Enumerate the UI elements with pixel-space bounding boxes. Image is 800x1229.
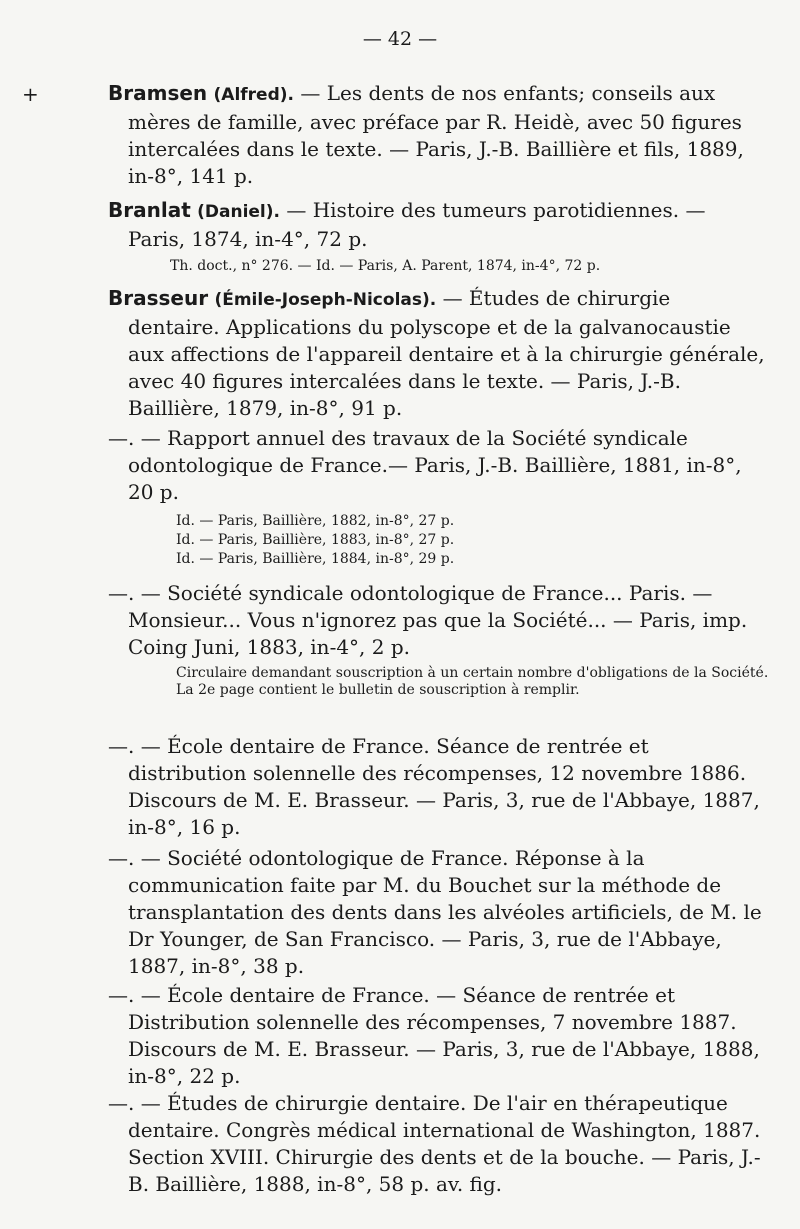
entry-ecole-1886 xyxy=(108,733,768,841)
entry-body: — Histoire des tumeurs parotidiennes. — Paris, 1874, in-4°, 72 p. xyxy=(128,198,706,251)
author-given-name: (Alfred). xyxy=(213,85,294,105)
page-number: — 42 — xyxy=(362,28,438,50)
entry-body: —. — École dentaire de France. Séance de rentrée et distribution solennelle des récompenses, 12 novembre 1886. Discours de M. E. Brasseur. — Paris, 3, rue de l'Abbaye, 1887, in-8°, 16 p. xyxy=(108,734,760,839)
author-given-name: (Daniel). xyxy=(197,202,280,222)
entry-text xyxy=(108,285,768,422)
author-name: Branlat xyxy=(108,198,191,222)
entry-ecole-1887 xyxy=(108,982,768,1090)
margin-mark: + xyxy=(22,82,39,106)
entry-note: Circulaire demandant souscription à un certain nombre d'obligations de la Société. La 2e page contient le bulletin de souscription à remplir. xyxy=(176,665,769,698)
entry-text xyxy=(108,80,768,190)
author-name: Bramsen xyxy=(108,81,208,105)
sub-entry: Id. — Paris, Baillière, 1883, in-8°, 27 p. xyxy=(176,532,455,548)
entry-body: —. — Société syndicale odontologique de France... Paris. — Monsieur... Vous n'ignorez pas que la Société... — Paris, imp. Coing Juni, 1883, in-4°, 2 p. xyxy=(108,581,748,659)
entry-note: Th. doct., n° 276. — Id. — Paris, A. Parent, 1874, in-4°, 72 p. xyxy=(170,258,601,274)
sub-entry: Id. — Paris, Baillière, 1884, in-8°, 29 p. xyxy=(176,551,455,567)
entry-societe-syndicale xyxy=(108,580,768,661)
entry-societe-odontologique xyxy=(108,845,768,980)
entry-body: — Les dents de nos enfants; conseils aux mères de famille, avec préface par R. Heidè, avec 50 figures intercalées dans le texte. — Paris, J.-B. Baillière et fils, 1889, in-8°, 141 p. xyxy=(128,81,744,188)
sub-entry: Id. — Paris, Baillière, 1882, in-8°, 27 p. xyxy=(176,513,455,529)
entry-brasseur xyxy=(108,285,768,422)
entry-body: —. — École dentaire de France. — Séance de rentrée et Distribution solennelle des récompenses, 7 novembre 1887. Discours de M. E. Brasseur. — Paris, 3, rue de l'Abbaye, 1888, in-8°, 22 p. xyxy=(108,983,760,1088)
entry-rapport-annuel xyxy=(108,425,768,506)
entry-etudes-1888 xyxy=(108,1090,768,1198)
entry-body: —. — Études de chirurgie dentaire. De l'air en thérapeutique dentaire. Congrès médical international de Washington, 1887. Section XVIII. Chirurgie des dents et de la bouche. — Paris, J.-B. Baillière, 1888, in-8°, 58 p. av. fig. xyxy=(108,1091,761,1196)
entry-body: — Études de chirurgie dentaire. Applications du polyscope et de la galvanocaustie aux affections de l'appareil dentaire et à la chirurgie générale, avec 40 figures intercalées dans le texte. — Paris, J.-B. Baillière, 1879, in-8°, 91 p. xyxy=(128,286,765,420)
entry-branlat xyxy=(108,197,768,253)
entry-text xyxy=(108,197,768,253)
author-given-name: (Émile-Joseph-Nicolas). xyxy=(214,290,437,310)
entry-body: —. — Rapport annuel des travaux de la Société syndicale odontologique de France.— Paris, J.-B. Baillière, 1881, in-8°, 20 p. xyxy=(108,426,742,504)
entry-bramsen xyxy=(108,80,768,190)
entry-body: —. — Société odontologique de France. Réponse à la communication faite par M. du Bouchet sur la méthode de transplantation des dents dans les alvéoles artificiels, de M. le Dr Younger, de San Francisco. — Paris, 3, rue de l'Abbaye, 1887, in-8°, 38 p. xyxy=(108,846,762,978)
author-name: Brasseur xyxy=(108,286,209,310)
